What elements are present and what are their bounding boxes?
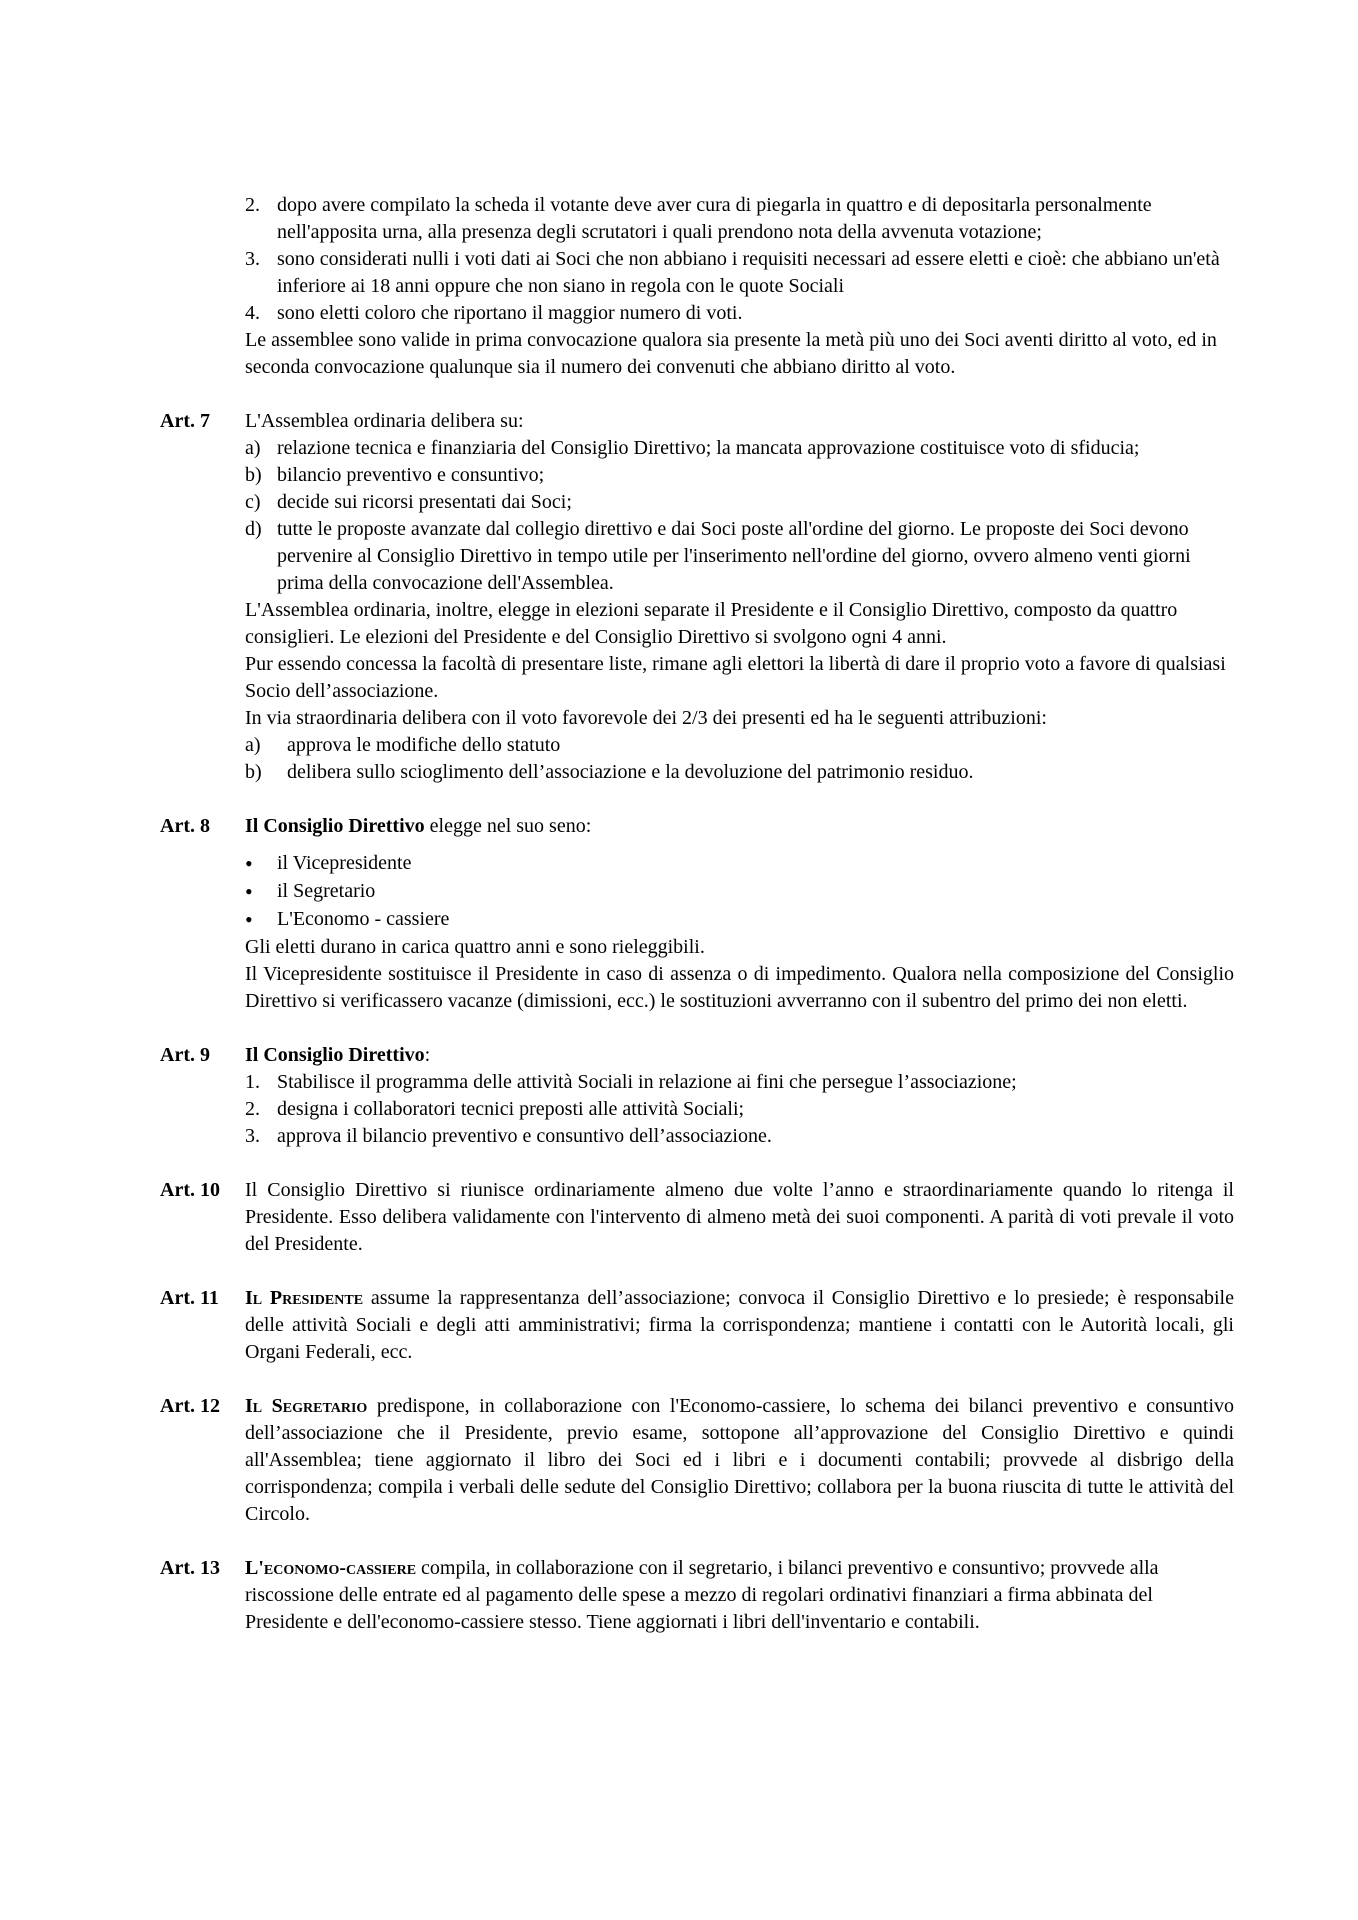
article-paragraph (245, 1555, 1234, 1636)
list-item (245, 878, 1234, 906)
article-7 (160, 408, 1234, 786)
article-intro: L'Assemblea ordinaria delibera su: (245, 410, 524, 432)
list-item (245, 732, 1234, 759)
voting-rules (245, 192, 1234, 381)
article-paragraph: In via straordinaria delibera con il voto favorevole dei 2/3 dei presenti ed ha le seguenti attribuzioni: (245, 707, 1047, 729)
article-label: Art. 8 (160, 815, 210, 837)
article-label: Art. 11 (160, 1287, 219, 1309)
article-label: Art. 13 (160, 1557, 220, 1579)
list-item (245, 759, 1234, 786)
article-intro (245, 813, 1234, 840)
article-paragraph (245, 1285, 1234, 1366)
list-text: designa i collaboratori tecnici preposti alle attività Sociali; (277, 1098, 745, 1120)
article-9 (160, 1042, 1234, 1150)
list-letter: d) (245, 518, 262, 540)
article-subject: Il Presidente (245, 1287, 364, 1309)
article-subject: Il Segretario (245, 1395, 368, 1417)
article-paragraph: Il Consiglio Direttivo si riunisce ordinariamente almeno due volte l’anno e straordinariamente quando lo ritenga il Presidente. Esso delibera validamente con l'intervento di almeno metà dei suoi componenti. A parità di voti prevale il voto del Presidente. (245, 1179, 1234, 1255)
list-item (245, 1123, 1234, 1150)
bullet-icon: • (245, 879, 253, 904)
list-item (245, 435, 1234, 462)
list-item (245, 906, 1234, 934)
list-text: L'Economo - cassiere (277, 908, 450, 930)
bullet-icon: • (245, 851, 253, 876)
list-text: il Vicepresidente (277, 852, 412, 874)
list-item (245, 246, 1234, 300)
article-subject: L'economo-cassiere (245, 1557, 417, 1579)
list-letter: a) (245, 437, 261, 459)
article-8 (160, 813, 1234, 1015)
article-paragraph: L'Assemblea ordinaria, inoltre, elegge in elezioni separate il Presidente e il Consiglio Direttivo, composto da quattro consiglieri. Le elezioni del Presidente e del Consiglio Direttivo si svolgono ogni 4 anni. (245, 599, 1178, 648)
list-number: 2. (245, 194, 260, 216)
article-13 (160, 1555, 1234, 1636)
list-text: approva il bilancio preventivo e consuntivo dell’associazione. (277, 1125, 772, 1147)
list-number: 3. (245, 1125, 260, 1147)
article-label: Art. 7 (160, 410, 210, 432)
list-text: delibera sullo scioglimento dell’associazione e la devoluzione del patrimonio residuo. (287, 761, 974, 783)
article-intro-rest: : (424, 1044, 431, 1066)
list-text: approva le modifiche dello statuto (287, 734, 561, 756)
article-text: compila, in collaborazione con il segretario, i bilanci preventivo e consuntivo; provvede alla riscossione delle entrate ed al pagamento delle spese a mezzo di regolari ordinativi finanziari a firma abbinata del Presidente e dell'economo-cassiere stesso. Tiene aggiornati i libri dell'inventario e contabili. (245, 1557, 1159, 1633)
list-text: tutte le proposte avanzate dal collegio direttivo e dai Soci poste all'ordine del giorno. Le proposte dei Soci devono pervenire al Consiglio Direttivo in tempo utile per l'inserimento nell'ordine del giorno, ovvero almeno venti giorni prima della convocazione dell'Assemblea. (277, 518, 1191, 594)
assembly-validity-paragraph: Le assemblee sono valide in prima convocazione qualora sia presente la metà più uno dei Soci aventi diritto al voto, ed in seconda convocazione qualunque sia il numero dei convenuti che abbiano diritto al voto. (245, 329, 1217, 378)
list-item (245, 516, 1234, 597)
list-item (245, 300, 1234, 327)
list-letter: b) (245, 761, 262, 783)
article-intro (245, 1042, 1234, 1069)
article-10 (160, 1177, 1234, 1258)
list-item (245, 1096, 1234, 1123)
article-paragraph: Gli eletti durano in carica quattro anni e sono rieleggibili. (245, 936, 705, 958)
document-content (160, 192, 1234, 1636)
article-paragraph: Il Vicepresidente sostituisce il Presidente in caso di assenza o di impedimento. Qualora nella composizione del Consiglio Direttivo si verificassero vacanze (dimissioni, ecc.) le sostituzioni avverranno con il subentro del primo dei non eletti. (245, 963, 1234, 1012)
list-text: sono eletti coloro che riportano il maggior numero di voti. (277, 302, 743, 324)
list-item (245, 1069, 1234, 1096)
list-item (245, 850, 1234, 878)
list-text: decide sui ricorsi presentati dai Soci; (277, 491, 572, 513)
list-item (245, 192, 1234, 246)
list-item (245, 462, 1234, 489)
article-paragraph: Pur essendo concessa la facoltà di presentare liste, rimane agli elettori la libertà di dare il proprio voto a favore di qualsiasi Socio dell’associazione. (245, 653, 1226, 702)
article-subject: Il Consiglio Direttivo (245, 1044, 425, 1066)
list-text: relazione tecnica e finanziaria del Consiglio Direttivo; la mancata approvazione costituisce voto di sfiducia; (277, 437, 1140, 459)
article-intro-rest: elegge nel suo seno: (424, 815, 592, 837)
list-letter: b) (245, 464, 262, 486)
article-label: Art. 9 (160, 1044, 210, 1066)
list-text: il Segretario (277, 880, 376, 902)
list-text: dopo avere compilato la scheda il votante deve aver cura di piegarla in quattro e di depositarla personalmente nell'apposita urna, alla presenza degli scrutatori i quali prendono nota della avvenuta votazione; (277, 194, 1152, 243)
list-letter: a) (245, 734, 261, 756)
board-roles-list (245, 850, 1234, 934)
article-11 (160, 1285, 1234, 1366)
list-text: bilancio preventivo e consuntivo; (277, 464, 545, 486)
list-number: 1. (245, 1071, 260, 1093)
list-text: sono considerati nulli i voti dati ai Soci che non abbiano i requisiti necessari ad essere eletti e cioè: che abbiano un'età inferiore ai 18 anni oppure che non siano in regola con le quote Sociali (277, 248, 1220, 297)
article-text: assume la rappresentanza dell’associazione; convoca il Consiglio Direttivo e lo presiede; è responsabile delle attività Sociali e degli atti amministrativi; firma la corrispondenza; mantiene i contatti con le Autorità locali, gli Organi Federali, ecc. (245, 1287, 1234, 1363)
list-letter: c) (245, 491, 261, 513)
article-label: Art. 10 (160, 1179, 220, 1201)
article-text: predispone, in collaborazione con l'Economo-cassiere, lo schema dei bilanci preventivo e consuntivo dell’associazione che il Presidente, previo esame, sottopone all’approvazione del Consiglio Direttivo e quindi all'Assemblea; tiene aggiornato il libro dei Soci ed i libri e i documenti contabili; provvede al disbrigo della corrispondenza; compila i verbali delle sedute del Consiglio Direttivo; collabora per la buona riuscita di tutte le attività del Circolo. (245, 1395, 1235, 1525)
list-item (245, 489, 1234, 516)
article-label: Art. 12 (160, 1395, 220, 1417)
bullet-icon: • (245, 907, 253, 932)
voting-rules-list (245, 192, 1234, 327)
list-text: Stabilisce il programma delle attività Sociali in relazione ai fini che persegue l’associazione; (277, 1071, 1017, 1093)
ordinary-assembly-list (245, 435, 1234, 597)
list-number: 2. (245, 1098, 260, 1120)
article-12 (160, 1393, 1234, 1528)
board-duties-list (245, 1069, 1234, 1150)
list-number: 3. (245, 248, 260, 270)
list-number: 4. (245, 302, 260, 324)
article-paragraph (245, 1393, 1234, 1528)
article-subject: Il Consiglio Direttivo (245, 815, 425, 837)
extraordinary-assembly-list (245, 732, 1234, 786)
